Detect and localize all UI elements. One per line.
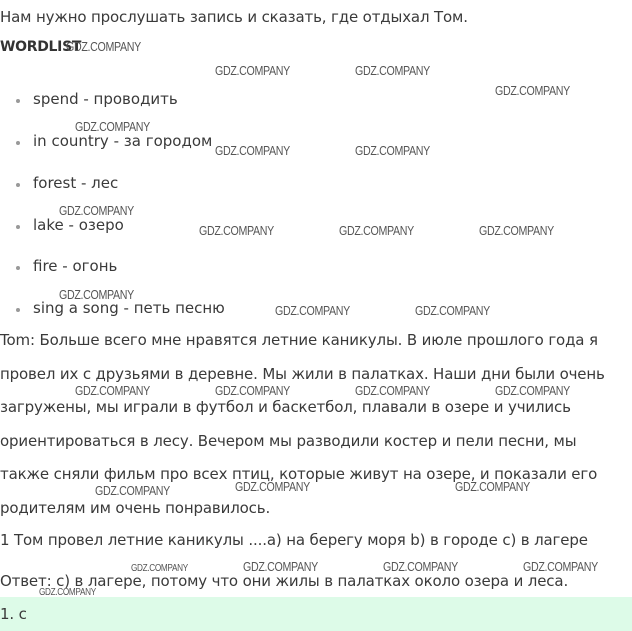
watermark: GDZ.COMPANY [495, 83, 570, 98]
bullet-icon [16, 99, 20, 103]
watermark: GDZ.COMPANY [275, 303, 350, 318]
final-answer: 1. c [0, 605, 27, 623]
story-line: также сняли фильм про всех птиц, которые живут на озере, и показали его [0, 465, 598, 483]
question-text: 1 Том провел летние каникулы ....а) на берегу моря b) в городе c) в лагере [0, 531, 588, 549]
story-line: родителям им очень понравилось. [0, 499, 271, 517]
intro-text: Нам нужно прослушать запись и сказать, где отдыхал Том. [0, 8, 468, 26]
wordlist-heading: WORDLIST [0, 39, 82, 55]
watermark: GDZ.COMPANY [415, 303, 490, 318]
watermark: GDZ.COMPANY [339, 223, 414, 238]
story-line: провел их с друзьями в деревне. Мы жили в палатках. Наши дни были очень [0, 365, 605, 383]
wordlist-item-text: spend - проводить [33, 90, 178, 108]
watermark: GDZ.COMPANY [355, 63, 430, 78]
story-line: ориентироваться в лесу. Вечером мы разводили костер и пели песни, мы [0, 432, 577, 450]
watermark: GDZ.COMPANY [75, 119, 150, 134]
bullet-icon [16, 266, 20, 270]
watermark: GDZ.COMPANY [39, 587, 96, 598]
bullet-icon [16, 183, 20, 187]
watermark: GDZ.COMPANY [495, 383, 570, 398]
watermark: GDZ.COMPANY [131, 563, 188, 574]
watermark: GDZ.COMPANY [479, 223, 554, 238]
watermark: GDZ.COMPANY [355, 143, 430, 158]
watermark: GDZ.COMPANY [75, 383, 150, 398]
bullet-icon [16, 225, 20, 229]
watermark: GDZ.COMPANY [215, 383, 290, 398]
watermark: GDZ.COMPANY [59, 203, 134, 218]
watermark: GDZ.COMPANY [215, 63, 290, 78]
bullet-icon [16, 308, 20, 312]
wordlist-item-text: lake - озеро [33, 216, 124, 234]
watermark: GDZ.COMPANY [355, 383, 430, 398]
watermark: GDZ.COMPANY [215, 143, 290, 158]
watermark: GDZ.COMPANY [243, 559, 318, 574]
watermark: GDZ.COMPANY [455, 479, 530, 494]
watermark: GDZ.COMPANY [59, 287, 134, 302]
watermark: GDZ.COMPANY [95, 483, 170, 498]
watermark: GDZ.COMPANY [523, 559, 598, 574]
answer-explanation: Ответ: c) в лагере, потому что они жилы в палатках около озера и леса. [0, 572, 569, 590]
wordlist-item-text: forest - лес [33, 174, 119, 192]
story-line: загружены, мы играли в футбол и баскетбол, плавали в озере и учились [0, 398, 571, 416]
bullet-icon [16, 141, 20, 145]
watermark: GDZ.COMPANY [199, 223, 274, 238]
answer-highlight [0, 597, 632, 631]
wordlist-item-text: in country - за городом [33, 132, 213, 150]
watermark: GDZ.COMPANY [235, 479, 310, 494]
story-line: Tom: Больше всего мне нравятся летние каникулы. В июле прошлого года я [0, 331, 598, 349]
wordlist-item-text: sing a song - петь песню [33, 299, 225, 317]
watermark: GDZ.COMPANY [66, 39, 141, 54]
wordlist-item-text: fire - огонь [33, 257, 118, 275]
watermark: GDZ.COMPANY [383, 559, 458, 574]
